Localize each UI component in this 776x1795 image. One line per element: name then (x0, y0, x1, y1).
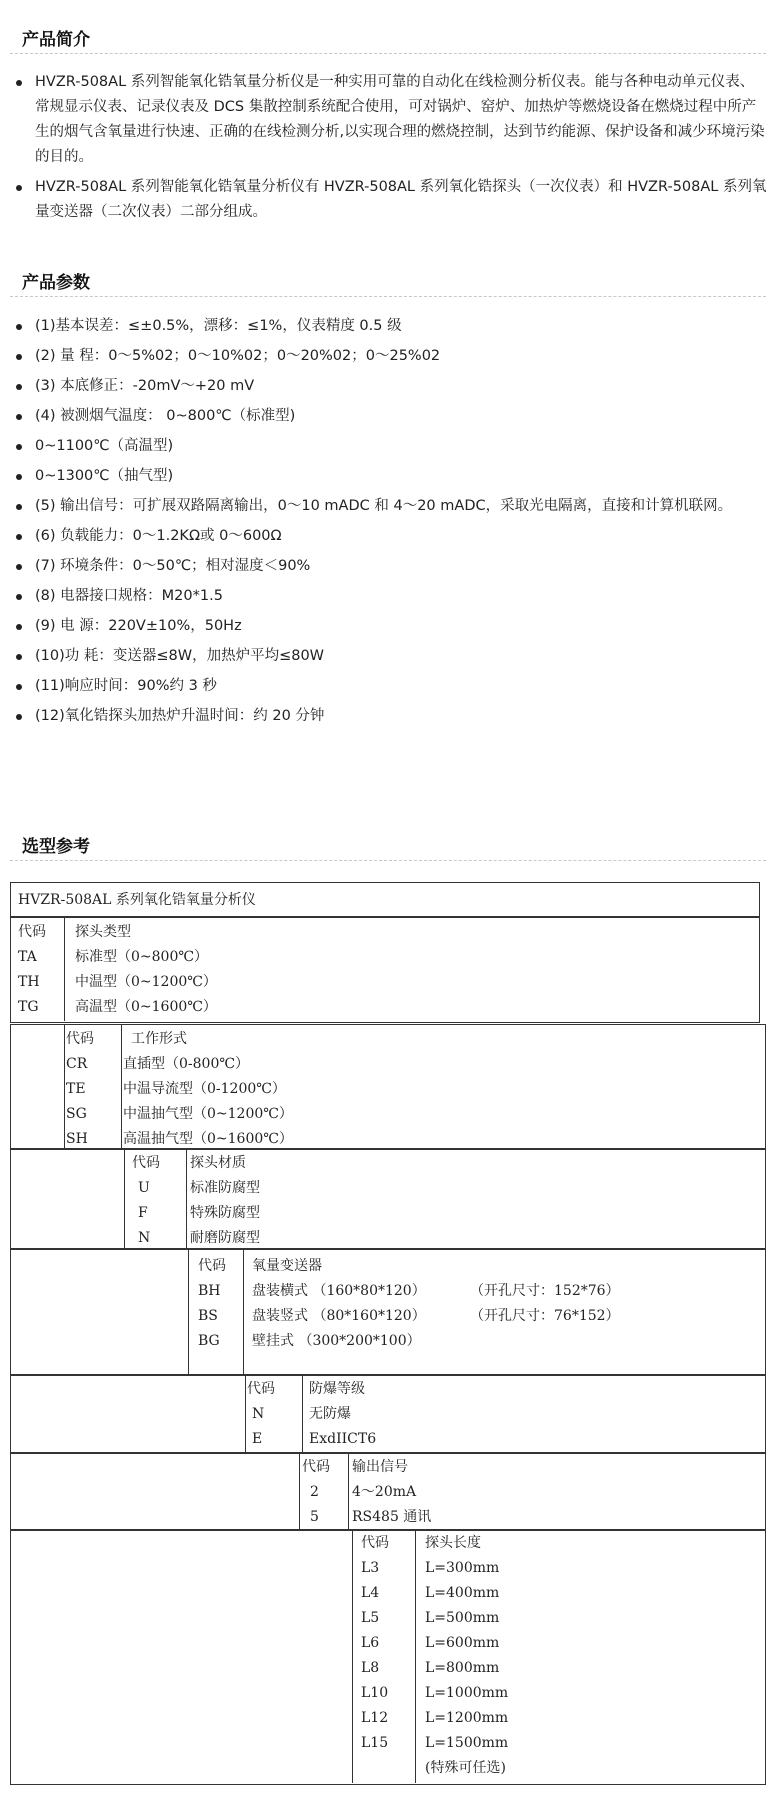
value-cell: 中温抽气型（0~1200℃） (123, 1106, 293, 1122)
code-header: 代码 (361, 1535, 389, 1551)
code-header: 代码 (132, 1155, 160, 1171)
value-cell: 中温型（0~1200℃） (75, 974, 217, 990)
param-item: (11)响应时间：90%约 3 秒 (0, 674, 776, 699)
code-cell: L8 (361, 1660, 380, 1676)
param-item: (5) 输出信号：可扩展双路隔离输出，0～10 mADC 和 4～20 mADC，采取光电隔离，直接和计算机联网。 (0, 494, 776, 519)
column-divider (352, 1529, 353, 1783)
value-cell: 直插型（0-800℃） (123, 1056, 250, 1072)
value-cell: 高温抽气型（0~1600℃） (123, 1131, 293, 1147)
code-cell: L3 (361, 1560, 380, 1576)
param-item: (12)氧化锆探头加热炉升温时间：约 20 分钟 (0, 704, 776, 729)
code-cell: L4 (361, 1585, 380, 1601)
value-cell: L=400mm (425, 1585, 500, 1601)
param-item: (2) 量 程：0～5%02；0～10%02；0～20%02；0～25%02 (0, 344, 776, 369)
code-cell: TA (18, 949, 37, 965)
code-cell: U (138, 1180, 150, 1196)
code-cell: SG (66, 1106, 87, 1122)
code-cell: BH (198, 1283, 221, 1299)
value-cell: 耐磨防腐型 (190, 1230, 260, 1246)
value-cell: 无防爆 (309, 1406, 351, 1422)
column-divider (124, 1148, 125, 1248)
value-cell: 标准防腐型 (190, 1180, 260, 1196)
value-cell: 高温型（0~1600℃） (75, 999, 217, 1015)
group-header: 探头类型 (75, 924, 131, 940)
code-cell: L6 (361, 1635, 380, 1651)
column-divider (302, 1374, 303, 1452)
column-divider (186, 1148, 187, 1248)
code-cell: 2 (310, 1484, 319, 1500)
group-explosion-proof (10, 1374, 766, 1454)
intro-title: 产品简介 (22, 30, 90, 50)
cutout-size: （开孔尺寸：152*76） (470, 1283, 620, 1299)
code-cell: N (138, 1230, 151, 1246)
param-item: (1)基本误差：≤±0.5%，漂移：≤1%，仪表精度 0.5 级 (0, 314, 776, 339)
value-cell: L=1200mm (425, 1710, 509, 1726)
code-cell: TH (18, 974, 40, 990)
column-divider (299, 1452, 300, 1529)
cutout-size: （开孔尺寸：76*152） (470, 1308, 620, 1324)
code-cell: L5 (361, 1610, 380, 1626)
code-cell: TE (66, 1081, 86, 1097)
value-cell: L=1500mm (425, 1735, 509, 1751)
value-cell: 中温导流型（0-1200℃） (123, 1081, 286, 1097)
code-cell: E (252, 1431, 263, 1447)
length-note: (特殊可任选) (425, 1760, 506, 1776)
code-cell: SH (66, 1131, 88, 1147)
value-cell: L=300mm (425, 1560, 500, 1576)
code-cell: L15 (361, 1735, 389, 1751)
param-item: (8) 电器接口规格：M20*1.5 (0, 584, 776, 609)
column-divider (245, 1374, 246, 1452)
column-divider (415, 1529, 416, 1783)
group-header: 输出信号 (352, 1459, 408, 1475)
value-cell: L=500mm (425, 1610, 500, 1626)
intro-item: HVZR-508AL 系列智能氧化锆氧量分析仪有 HVZR-508AL 系列氧化锆探头（一次仪表）和 HVZR-508AL 系列氧量变送器（二次仪表）二部分组成。 (0, 175, 776, 225)
value-cell: 4～20mA (352, 1484, 417, 1500)
params-title: 产品参数 (22, 273, 90, 293)
code-header: 代码 (198, 1258, 226, 1274)
code-cell: CR (66, 1056, 88, 1072)
column-divider (64, 1024, 65, 1148)
param-item: 0~1300℃（抽气型) (0, 464, 776, 489)
code-header: 代码 (66, 1031, 94, 1047)
column-divider (121, 1024, 122, 1148)
param-item: 0~1100℃（高温型) (0, 434, 776, 459)
group-header: 防爆等级 (309, 1381, 365, 1397)
column-divider (348, 1452, 349, 1529)
code-cell: BG (198, 1333, 220, 1349)
value-cell: 盘装竖式 （80*160*120） (252, 1308, 426, 1324)
param-item: (6) 负载能力：0～1.2KΩ或 0～600Ω (0, 524, 776, 549)
column-divider (64, 916, 65, 1021)
code-header: 代码 (302, 1459, 330, 1475)
param-item: (3) 本底修正：-20mV～+20 mV (0, 374, 776, 399)
param-item: (9) 电 源：220V±10%，50Hz (0, 614, 776, 639)
value-cell: L=600mm (425, 1635, 500, 1651)
group-header: 探头长度 (425, 1535, 481, 1551)
value-cell: L=1000mm (425, 1685, 509, 1701)
table-title: HVZR-508AL 系列氧化锆氧量分析仪 (18, 892, 256, 908)
column-divider (188, 1248, 189, 1374)
param-item: (7) 环境条件：0～50℃；相对湿度＜90% (0, 554, 776, 579)
param-item: (10)功 耗：变送器≤8W，加热炉平均≤80W (0, 644, 776, 669)
value-cell: 壁挂式 （300*200*100） (252, 1333, 421, 1349)
code-cell: N (252, 1406, 265, 1422)
value-cell: RS485 通讯 (352, 1509, 432, 1525)
value-cell: 盘装横式 （160*80*120） (252, 1283, 426, 1299)
group-header: 氧量变送器 (252, 1258, 322, 1274)
column-divider (243, 1248, 244, 1374)
intro-item: HVZR-508AL 系列智能氧化锆氧量分析仪是一种实用可靠的自动化在线检测分析仪表。能与各种电动单元仪表、常规显示仪表、记录仪表及 DCS 集散控制系统配合使用，可对锅炉、窑炉、加热炉等燃烧设备在燃烧过程中所产生的烟气含氧量进行快速、正确的在线检测分析,以实现合理的燃烧控制，达到节约能源、保护设备和减少环境污染的目的。 (0, 70, 776, 170)
code-cell: BS (198, 1308, 218, 1324)
param-item: (4) 被测烟气温度： 0~800℃（标准型) (0, 404, 776, 429)
code-cell: F (138, 1205, 148, 1221)
value-cell: 特殊防腐型 (190, 1205, 260, 1221)
group-header: 工作形式 (131, 1031, 187, 1047)
code-cell: L12 (361, 1710, 389, 1726)
value-cell: L=800mm (425, 1660, 500, 1676)
group-header: 探头材质 (190, 1155, 246, 1171)
value-cell: 标准型（0~800℃） (75, 949, 209, 965)
code-cell: TG (18, 999, 39, 1015)
code-header: 代码 (18, 924, 46, 940)
selection-title: 选型参考 (22, 837, 90, 857)
code-header: 代码 (247, 1381, 275, 1397)
code-cell: L10 (361, 1685, 389, 1701)
code-cell: 5 (310, 1509, 319, 1525)
value-cell: ExdIICT6 (309, 1431, 377, 1447)
